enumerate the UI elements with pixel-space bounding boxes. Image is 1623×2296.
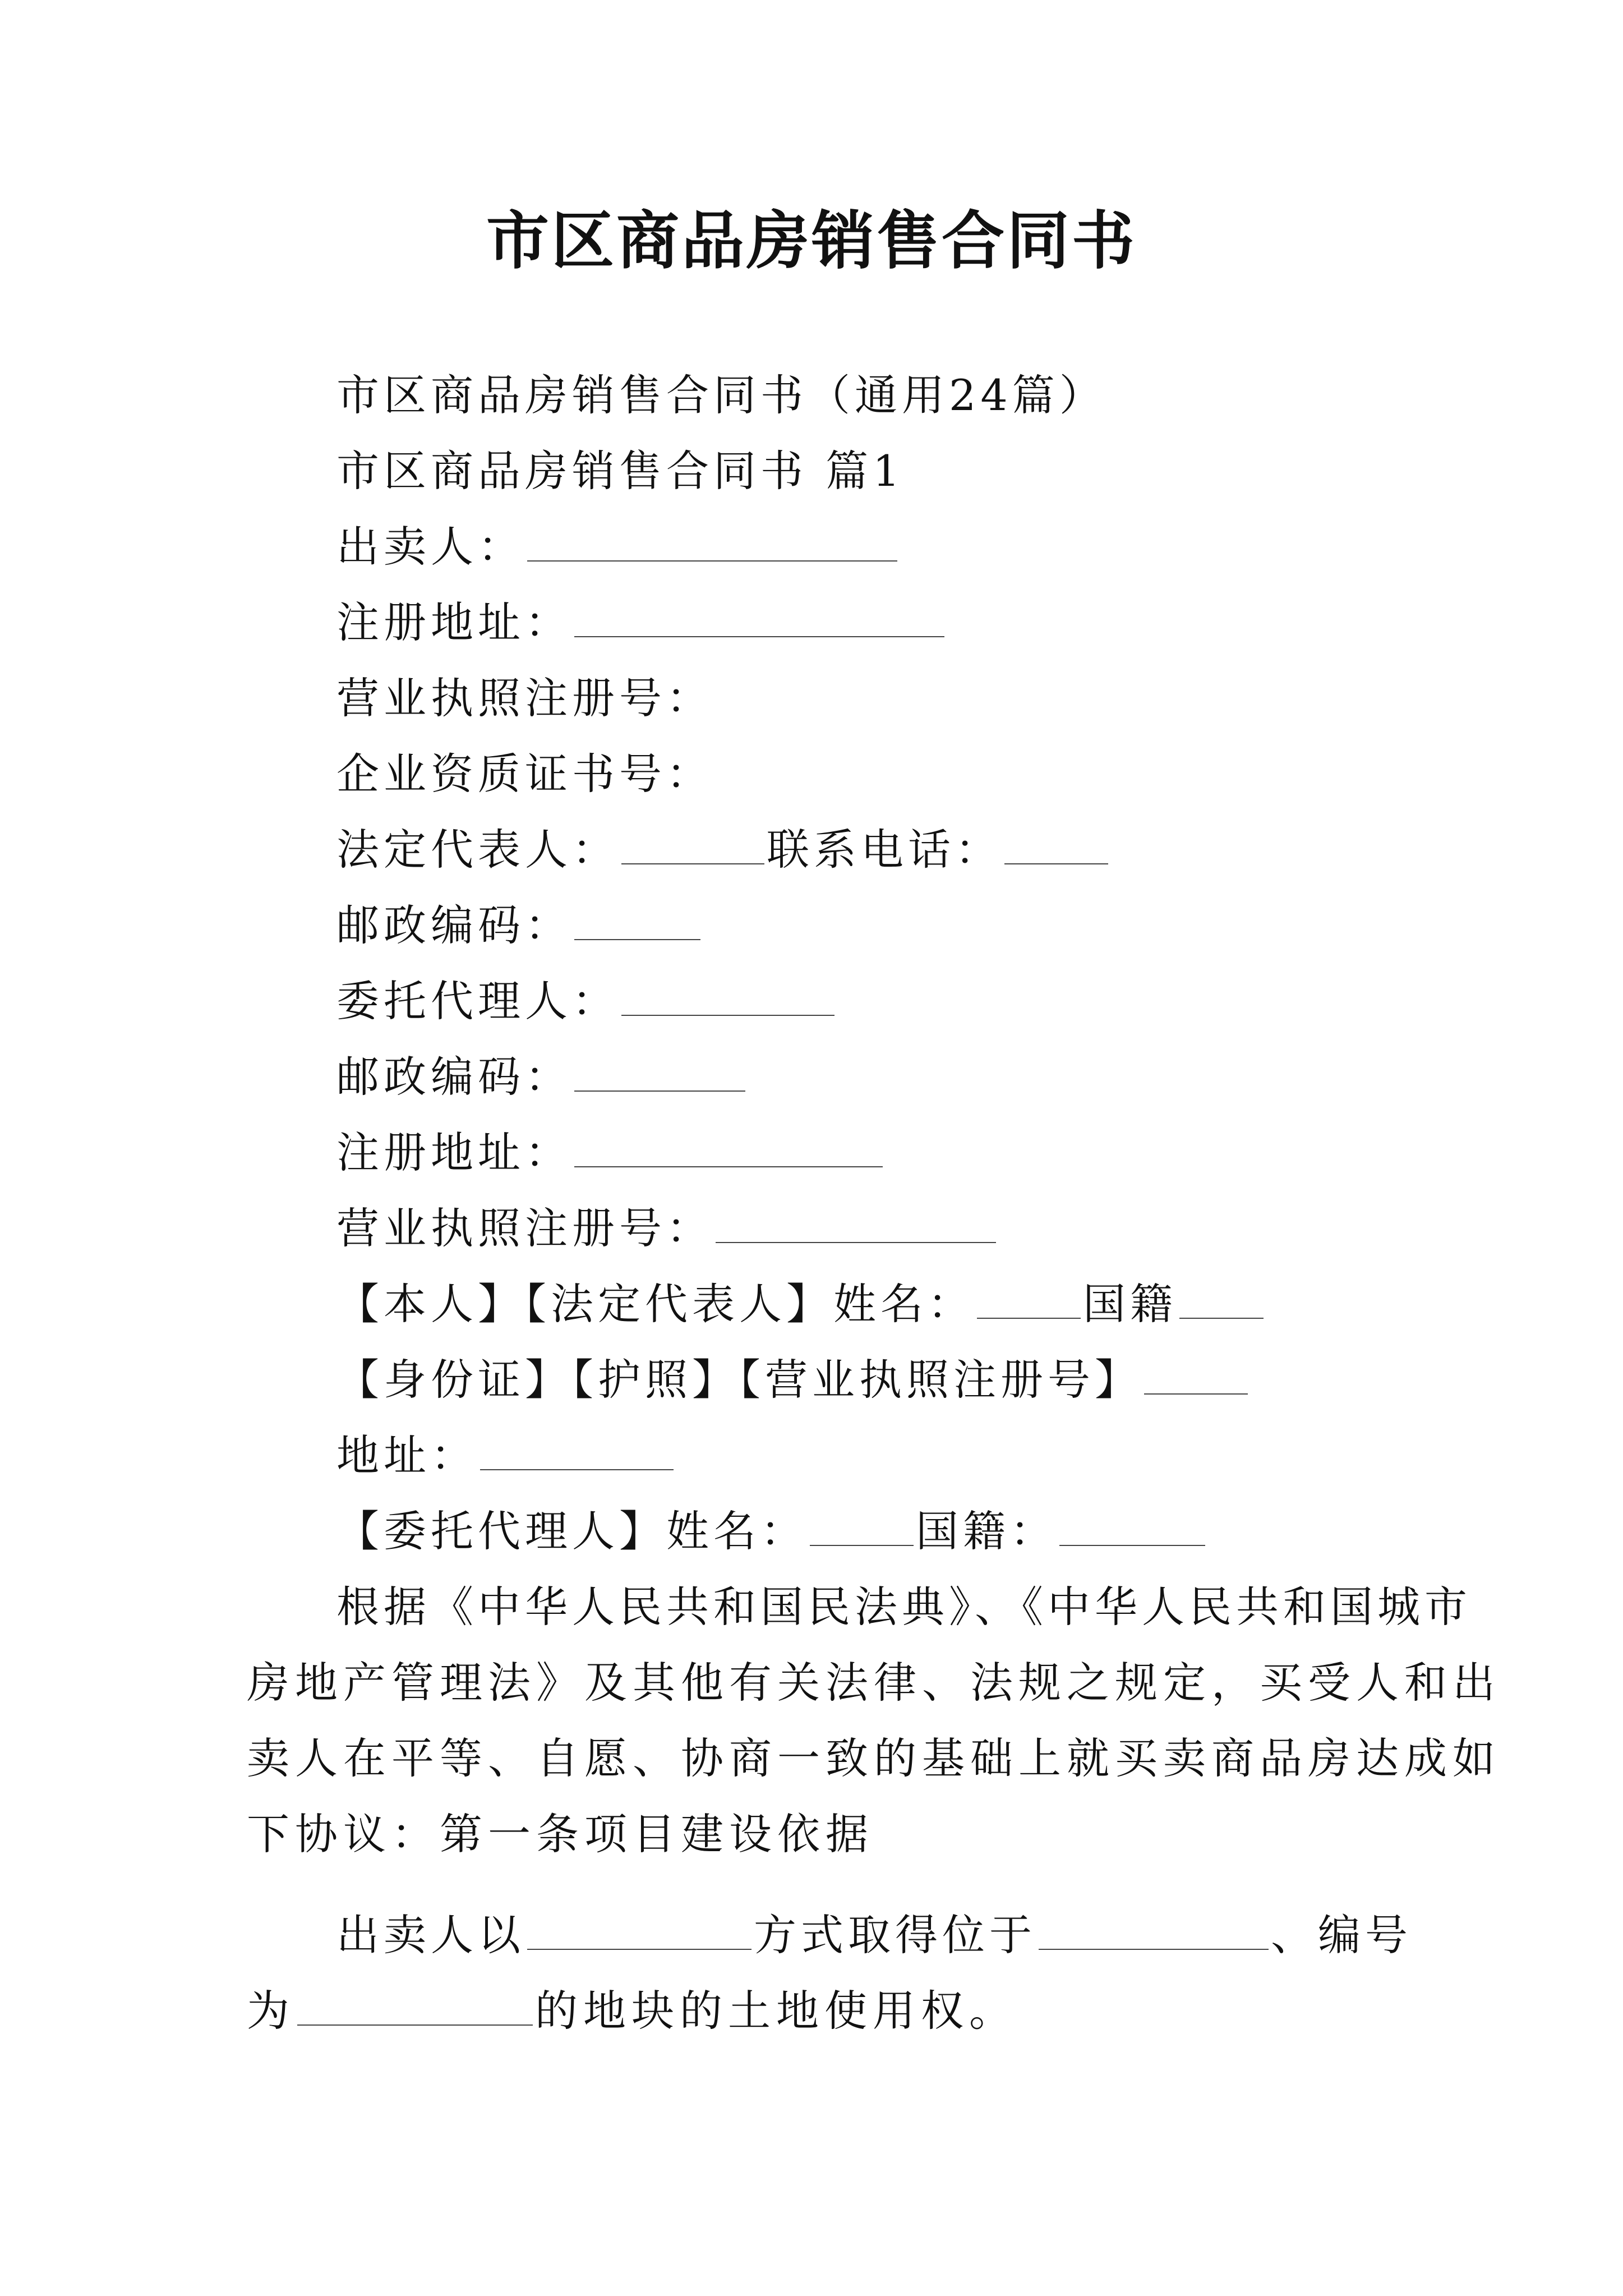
para1-line-2: 房地产管理法》及其他有关法律、法规之规定，买受人和出 <box>247 1658 1501 1708</box>
postcode-label-1: 邮政编码： <box>336 900 572 950</box>
seller-label: 出卖人： <box>336 522 525 572</box>
para2-line-2 <box>247 1983 1017 2039</box>
agent-name-blank[interactable] <box>810 1506 914 1546</box>
nationality-label-2: 国籍： <box>916 1506 1057 1556</box>
seller-blank[interactable] <box>527 521 897 562</box>
legal-rep-label: 法定代表人： <box>336 825 619 875</box>
para1-line-1: 根据《中华人民共和国民法典》、《中华人民共和国城市 <box>336 1582 1472 1632</box>
agent-name-label: 【委托代理人】姓名： <box>336 1506 808 1556</box>
business-license-field-2 <box>336 1200 998 1257</box>
phone-label: 联系电话： <box>767 825 1002 875</box>
reg-address-field-2 <box>336 1125 885 1181</box>
para2-line-1 <box>336 1907 1412 1963</box>
phone-blank[interactable] <box>1004 824 1108 864</box>
business-license-blank-2[interactable] <box>716 1203 996 1243</box>
postcode-blank-1[interactable] <box>574 900 700 940</box>
para2-text-2: 方式取得位于 <box>754 1910 1036 1960</box>
buyer-name-field <box>336 1276 1266 1332</box>
reg-address-label-1: 注册地址： <box>336 597 572 647</box>
reg-address-blank-2[interactable] <box>574 1127 883 1167</box>
section-heading: 市区商品房销售合同书 篇1 <box>336 446 905 496</box>
nationality-blank-1[interactable] <box>1179 1278 1264 1319</box>
acquisition-method-blank[interactable] <box>527 1910 751 1950</box>
id-type-blank[interactable] <box>1144 1354 1248 1395</box>
postcode-label-2: 邮政编码： <box>336 1052 572 1102</box>
nationality-blank-2[interactable] <box>1059 1506 1205 1546</box>
legal-rep-phone-field <box>336 822 1110 878</box>
para2-text-1: 出卖人以 <box>336 1910 525 1960</box>
seller-field <box>336 519 900 575</box>
reg-address-blank-1[interactable] <box>574 597 944 637</box>
document-subtitle: 市区商品房销售合同书（通用24篇） <box>336 370 1106 420</box>
postcode-field-1 <box>336 898 703 954</box>
business-license-label-1: 营业执照注册号： <box>336 673 713 723</box>
para1-line-4: 下协议：第一条项目建设依据 <box>247 1809 874 1859</box>
para1-line-3: 卖人在平等、自愿、协商一致的基础上就买卖商品房达成如 <box>247 1733 1501 1783</box>
agent-blank[interactable] <box>621 976 834 1016</box>
buyer-name-blank[interactable] <box>977 1278 1081 1319</box>
business-license-label-2: 营业执照注册号： <box>336 1203 713 1253</box>
para2-text-3: 、编号 <box>1271 1910 1412 1960</box>
para2-text-4: 为 <box>247 1986 295 2036</box>
qualification-cert-label: 企业资质证书号： <box>336 749 713 799</box>
nationality-label-1: 国籍 <box>1083 1279 1177 1329</box>
buyer-name-label: 【本人】【法定代表人】姓名： <box>336 1279 975 1329</box>
agent-field <box>336 973 837 1029</box>
qualification-cert-field <box>336 746 713 802</box>
legal-rep-blank[interactable] <box>621 824 764 864</box>
reg-address-label-2: 注册地址： <box>336 1128 572 1177</box>
agent-label: 委托代理人： <box>336 976 619 1026</box>
address-blank[interactable] <box>480 1430 674 1470</box>
document-title: 市区商品房销售合同书 <box>486 204 1137 278</box>
reg-address-field-1 <box>336 595 947 651</box>
location-blank[interactable] <box>1039 1910 1269 1950</box>
address-label: 地址： <box>336 1430 478 1480</box>
id-type-label: 【身份证】【护照】【营业执照注册号】 <box>336 1355 1142 1405</box>
para2-text-5: 的地块的土地使用权。 <box>535 1986 1017 2036</box>
agent-name-field <box>336 1503 1207 1559</box>
business-license-field-1 <box>336 670 713 726</box>
plot-number-blank[interactable] <box>297 1985 533 2026</box>
postcode-blank-2[interactable] <box>574 1051 745 1092</box>
postcode-field-2 <box>336 1049 748 1105</box>
address-field <box>336 1428 676 1484</box>
id-type-field <box>336 1352 1250 1408</box>
